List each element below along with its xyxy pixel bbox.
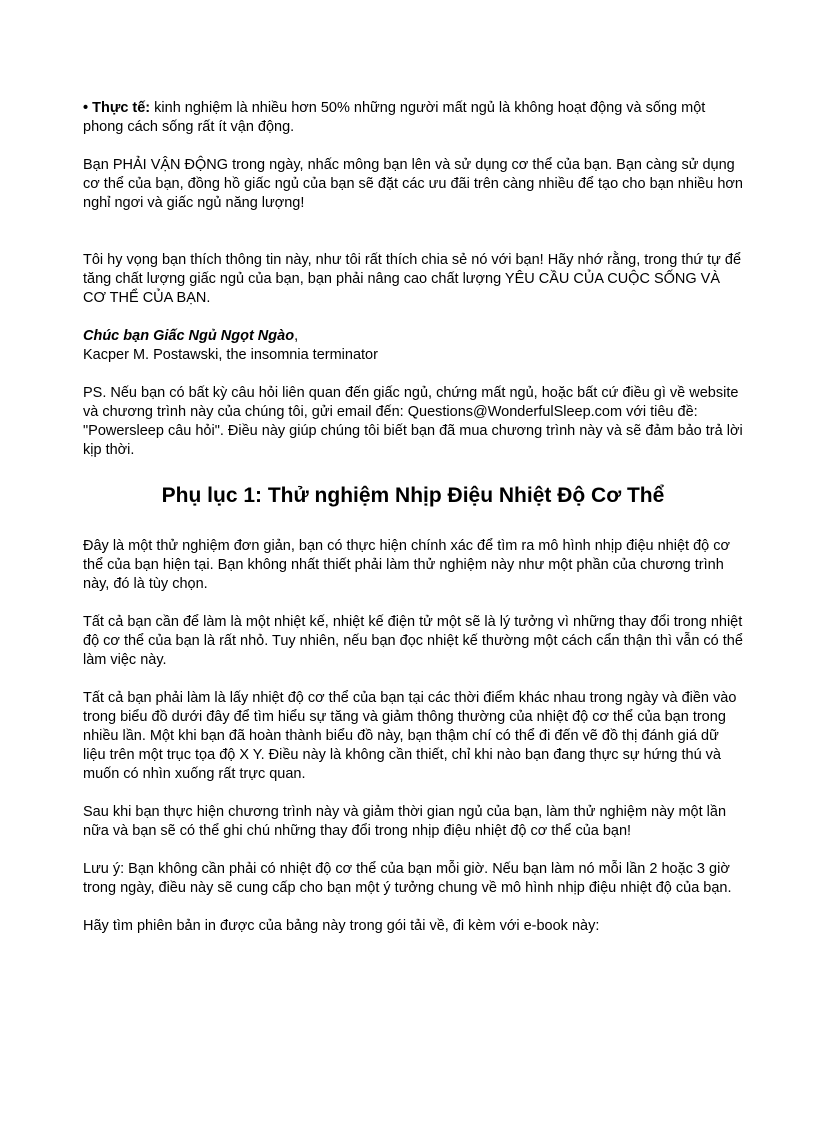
ps-paragraph: PS. Nếu bạn có bất kỳ câu hỏi liên quan đến giấc ngủ, chứng mất ngủ, hoặc bất cứ điều gì về website và chương trình này của chúng tôi, gửi email đến: Questions@WonderfulSleep.com với tiêu đề: "Powersleep câu hỏi". Điều này giúp chúng tôi biết bạn đã mua chương trình này và sẽ đảm bảo trả lời kịp thời.: [83, 385, 743, 458]
move-paragraph: Bạn PHẢI VẬN ĐỘNG trong ngày, nhấc mông bạn lên và sử dụng cơ thể của bạn. Bạn càng sử dụng cơ thể của bạn, đồng hồ giấc ngủ của bạn sẽ đặt các ưu đãi trên càng nhiều để tạo cho bạn nhiều hơn nghỉ ngơi và giấc ngủ năng lượng!: [83, 157, 743, 211]
signature-greeting: Chúc bạn Giấc Ngủ Ngọt Ngào: [83, 328, 295, 344]
signature-comma: ,: [294, 328, 299, 344]
signature-name: Kacper M. Postawski, the insomnia terminator: [83, 347, 378, 363]
fact-label: • Thực tế:: [83, 100, 151, 116]
appendix-paragraph-6: Hãy tìm phiên bản in được của bảng này trong gói tải về, đi kèm với e-book này:: [83, 918, 600, 934]
appendix-paragraph-3: Tất cả bạn phải làm là lấy nhiệt độ cơ thể của bạn tại các thời điểm khác nhau trong ngày và điền vào trong biểu đồ dưới đây để tìm hiểu sự tăng và giảm thông thường của nhiệt độ cơ thể của bạn trong nhiều lần. Một khi bạn đã hoàn thành biểu đồ này, bạn thậm chí có thể đi đến vẽ đồ thị đánh giá dữ liệu trên một trục tọa độ X Y. Điều này là không cần thiết, chỉ khi nào bạn đang thực sự hứng thú và muốn có nhìn xuống rất trực quan.: [83, 690, 737, 782]
appendix-paragraph-4: Sau khi bạn thực hiện chương trình này và giảm thời gian ngủ của bạn, làm thử nghiệm này một lần nữa và bạn sẽ có thể ghi chú những thay đổi trong nhịp điệu nhiệt độ cơ thể của bạn!: [83, 804, 727, 839]
hope-paragraph: Tôi hy vọng bạn thích thông tin này, như tôi rất thích chia sẻ nó với bạn! Hãy nhớ rằng, trong thứ tự để tăng chất lượng giấc ngủ của bạn, bạn phải nâng cao chất lượng YÊU CẦU CỦA CUỘC SỐNG VÀ CƠ THỂ CỦA BẠN.: [83, 252, 742, 306]
appendix-paragraph-2: Tất cả bạn cần để làm là một nhiệt kế, nhiệt kế điện tử một sẽ là lý tưởng vì những thay đổi trong nhiệt độ cơ thể của bạn là rất nhỏ. Tuy nhiên, nếu bạn đọc nhiệt kế thường một cách cẩn thận thì vẫn có thể làm việc này.: [83, 614, 743, 668]
appendix-paragraph-1: Đây là một thử nghiệm đơn giản, bạn có thực hiện chính xác để tìm ra mô hình nhịp điệu nhiệt độ cơ thể của bạn hiện tại. Bạn không nhất thiết phải làm thử nghiệm này như một phần của chương trình này, đó là tùy chọn.: [83, 538, 730, 592]
fact-paragraph: [83, 99, 743, 137]
fact-text: kinh nghiệm là nhiều hơn 50% những người mất ngủ là không hoạt động và sống một phong cách sống rất ít vận động.: [83, 100, 706, 135]
appendix-title: Phụ lục 1: Thử nghiệm Nhịp Điệu Nhiệt Độ Cơ Thể: [161, 484, 665, 507]
signature-block: [83, 327, 743, 365]
appendix-paragraph-5: Lưu ý: Bạn không cần phải có nhiệt độ cơ thể của bạn mỗi giờ. Nếu bạn làm nó mỗi lần 2 hoặc 3 giờ trong ngày, điều này sẽ cung cấp cho bạn một ý tưởng chung về mô hình nhịp điệu nhiệt độ của bạn.: [83, 861, 732, 896]
document-page: [83, 99, 743, 936]
